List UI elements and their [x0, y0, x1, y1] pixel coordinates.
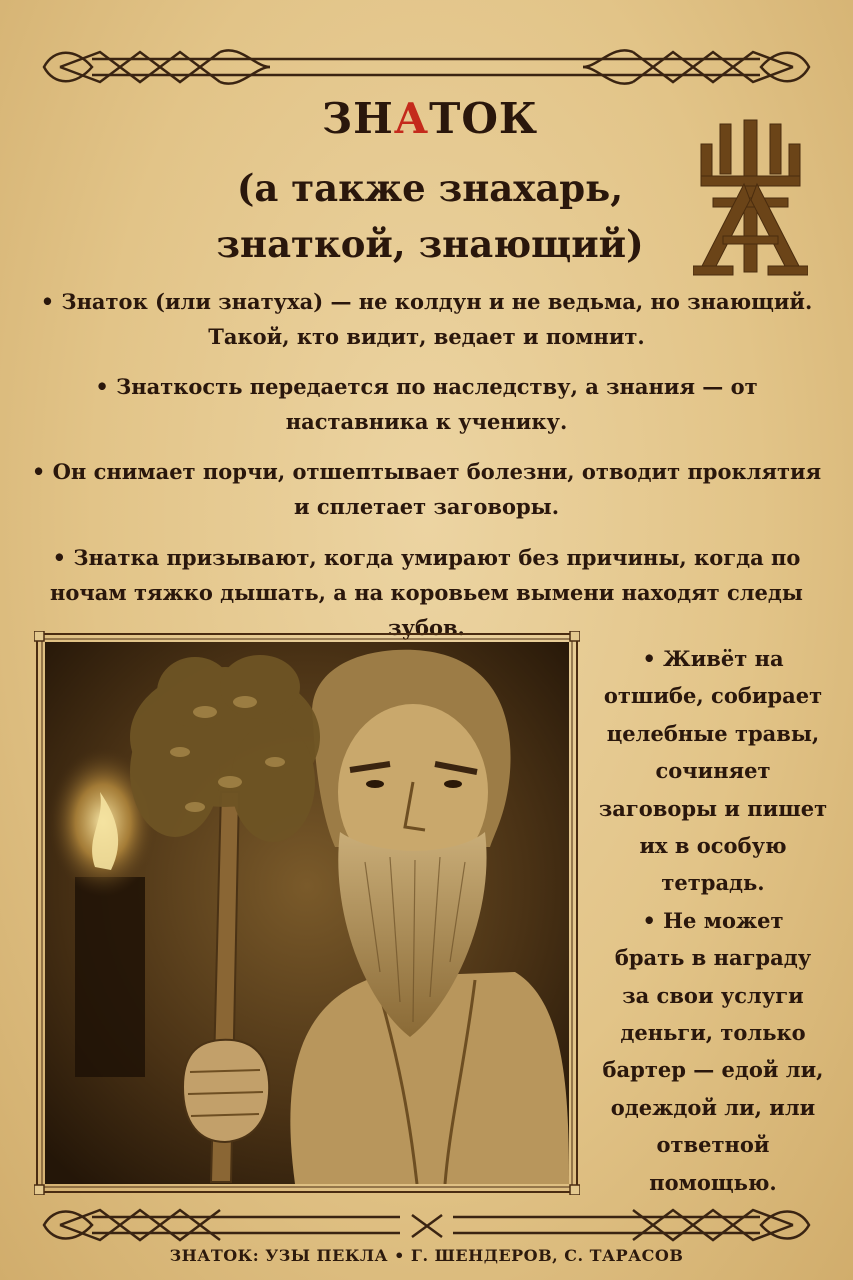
portrait-image — [45, 642, 569, 1184]
footer-credit: ЗНАТОК: УЗЫ ПЕКЛА • Г. ШЕНДЕРОВ, С. ТАРАСОВ — [169, 1246, 684, 1265]
side-line: • Не может — [642, 907, 784, 933]
bottom-ornament-icon — [40, 1203, 813, 1247]
side-line: помощью. — [649, 1169, 777, 1195]
paragraph-abilities: • Он снимает порчи, отшептывает болезни, отводит проклятия и сплетает заговоры. — [31, 459, 822, 519]
side-line: бартер — едой ли, — [602, 1057, 824, 1083]
subtitle-line-1: (а также знахарь, — [236, 166, 624, 210]
side-line: сочиняет — [655, 758, 771, 784]
paragraph-znatok-definition: • Знаток (или знатуха) — не колдун и не ведьма, но знающий. Такой, кто видит, ведает и помнит. — [40, 289, 813, 349]
page-title: ЗНАТОК — [321, 94, 539, 143]
side-line: за свои услуги — [622, 982, 804, 1008]
side-line: целебные травы, — [606, 720, 820, 746]
title-accent-letter: А — [393, 94, 430, 143]
side-line: деньги, только — [620, 1020, 806, 1046]
side-line: их в особую — [639, 833, 787, 859]
side-line: тетрадь. — [661, 870, 765, 896]
side-line: • Живёт на — [642, 646, 784, 671]
page-subtitle — [160, 160, 700, 272]
side-line: одеждой ли, или — [610, 1094, 816, 1120]
top-ornament-icon — [40, 44, 813, 90]
paragraph-summoning: • Знатка призывают, когда умирают без причины, когда по ночам тяжко дышать, а на коровьем вымени находят следы зубов. — [50, 545, 803, 640]
subtitle-line-2: знаткой, знающий) — [216, 222, 644, 266]
paragraph-inheritance: • Знаткость передается по наследству, а знания — от наставника к ученику. — [95, 374, 758, 434]
side-line: ответной — [656, 1132, 770, 1158]
side-line: брать в награду — [614, 945, 812, 971]
side-text-block — [577, 640, 849, 1201]
slavic-rune-icon — [693, 118, 808, 276]
side-line: отшибе, собирает — [603, 683, 823, 709]
side-line: заговоры и пишет — [598, 795, 828, 821]
